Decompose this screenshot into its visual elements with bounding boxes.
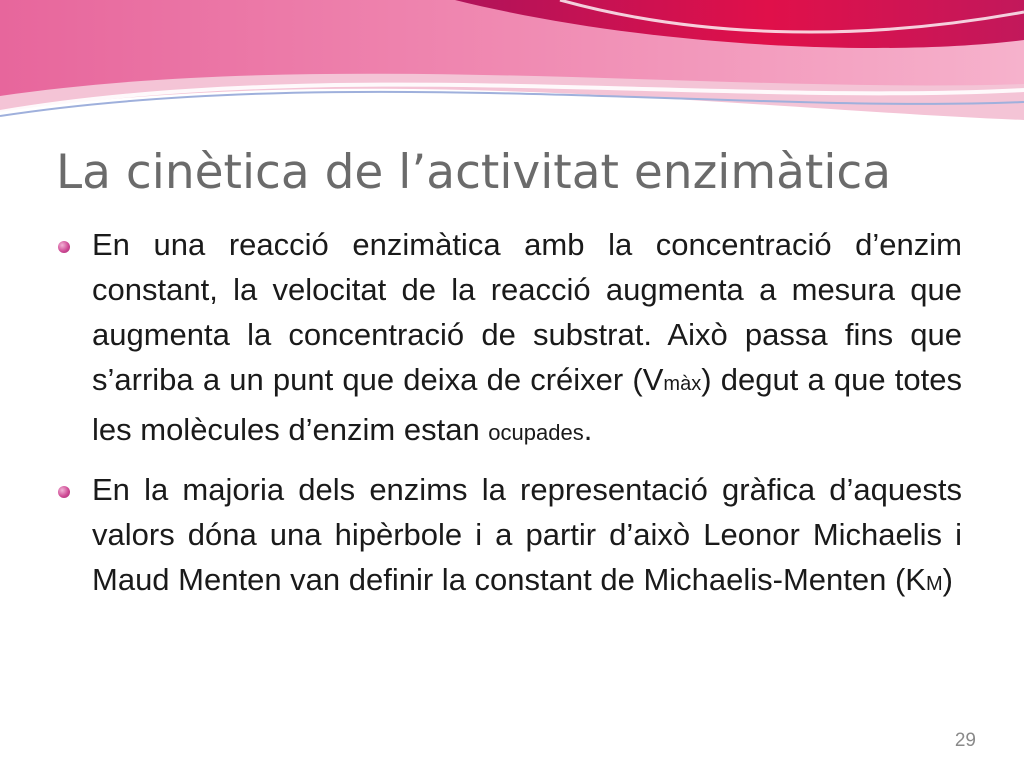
bullet-item (58, 222, 962, 455)
bullet-text (92, 222, 962, 455)
bullet-text-part: En una reacció enzimàtica amb la concentració d’enzim constant, la velocitat de la reacció augmenta a mesura que augmenta la concentració de substrat. Això passa fins que s’arriba a un punt que deixa de créixer (V (92, 227, 962, 397)
bullet-text (92, 467, 962, 607)
bullet-dot-icon (58, 486, 70, 498)
slide-title: La cinètica de l’activitat enzimàtica (56, 145, 892, 200)
km-subscript: M (926, 573, 943, 595)
bullet-text-end: ) (942, 562, 953, 597)
vmax-subscript: màx (663, 373, 702, 395)
bullet-text-end: . (583, 412, 593, 447)
page-number: 29 (954, 730, 976, 751)
bullet-dot-icon (58, 241, 70, 253)
bullet-text-part: En la majoria dels enzims la representació gràfica d’aquests valors dóna una hipèrbole i a partir d’això Leonor Michaelis i Maud Menten van definir la constant de Michaelis-Menten (K (92, 472, 962, 597)
bullet-list (58, 222, 962, 619)
header-swoosh-decoration (0, 0, 1024, 130)
bullet-item (58, 467, 962, 607)
bullet-text-small: ocupades (488, 420, 584, 445)
bullet-text-part: ) degut a que totes les molècules d’enzim estan (92, 362, 962, 447)
